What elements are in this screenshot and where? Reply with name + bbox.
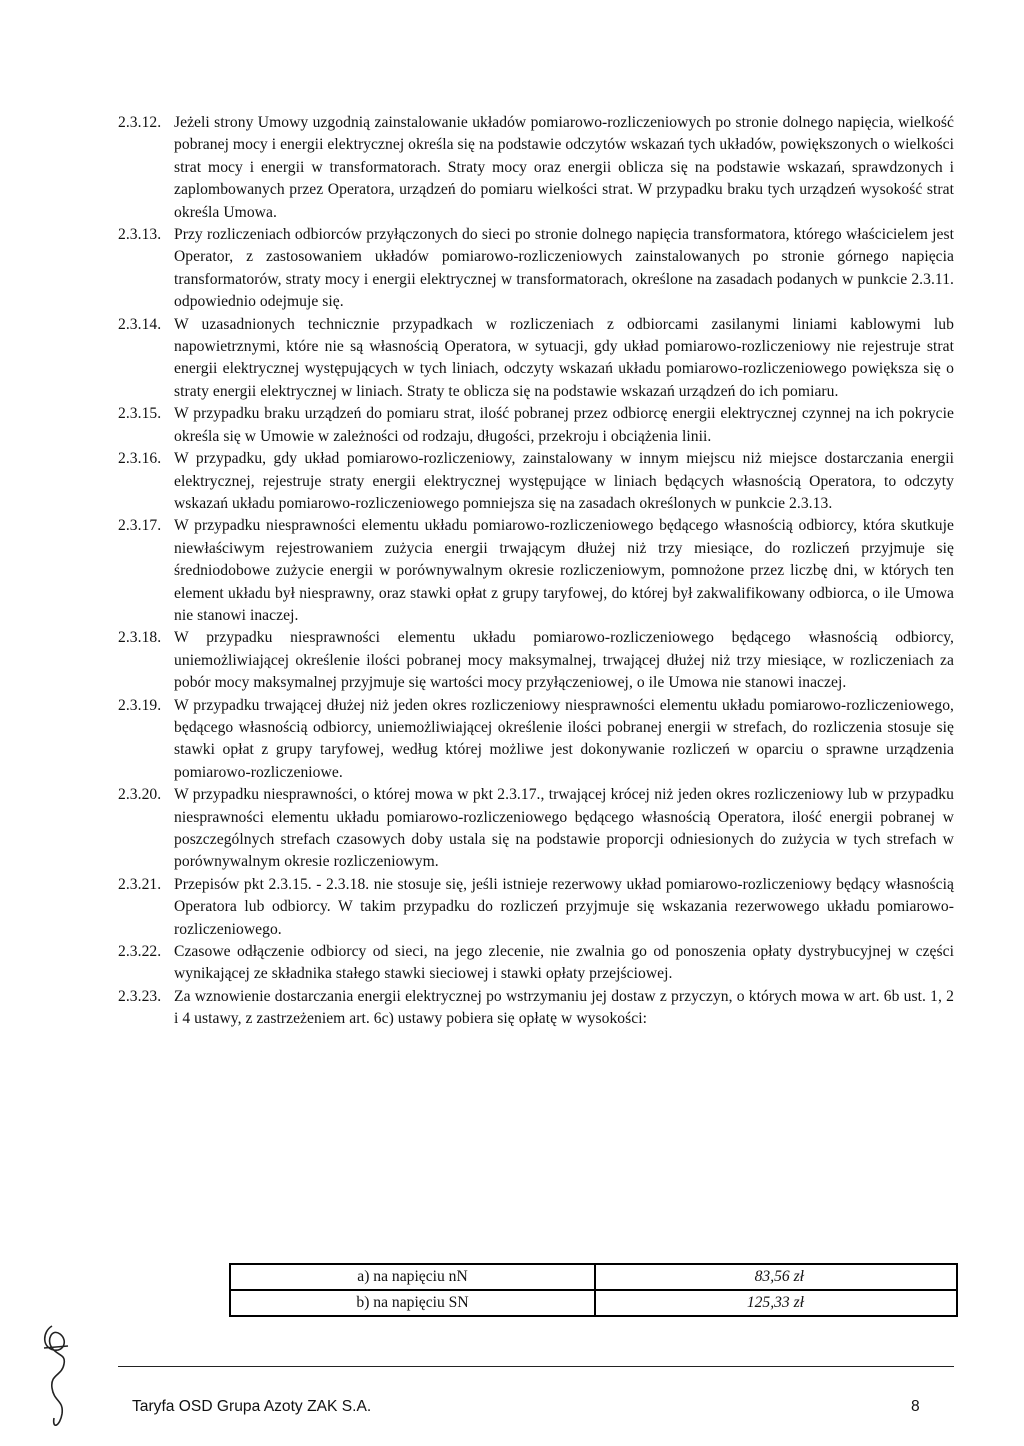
handwritten-initials-signature	[38, 1318, 78, 1438]
paragraph-2-3-19	[118, 695, 954, 785]
paragraph-number: 2.3.19.	[118, 696, 162, 714]
paragraph-2-3-12	[118, 112, 954, 224]
page-number: 8	[911, 1398, 920, 1415]
fee-value: 83,56 zł	[595, 1264, 957, 1290]
paragraph-text: Przy rozliczeniach odbiorców przyłączonych do sieci po stronie dolnego napięcia transformatora, którego właścicielem jest Operator, z zastosowaniem układów pomiarowo-rozliczeniowych zainstalowanych po stronie górnego napięcia transformatorów, straty mocy i energii elektrycznej w transformatorach, określone na zasadach podanych w punkcie 2.3.11. odpowiednio odejmuje się.	[174, 226, 954, 311]
paragraph-text: W przypadku trwającej dłużej niż jeden okres rozliczeniowy niesprawności elementu układu pomiarowo-rozliczeniowego, będącego własnością odbiorcy, uniemożliwiającej określenie ilości pobranej energii w strefach, do rozliczenia stosuje się stawki opłat z grupy taryfowej, według której możliwe jest dokonywanie rozliczeń w oparciu o sprawne urządzenia pomiarowo-rozliczeniowe.	[174, 696, 954, 781]
document-body	[118, 112, 954, 1031]
paragraph-text: W uzasadnionych technicznie przypadkach w rozliczeniach z odbiorcami zasilanymi liniami kablowymi lub napowietrznymi, które nie są własnością Operatora, w sytuacji, gdy układ pomiarowo-rozliczeniowy nie rejestruje strat energii elektrycznej występujących w tych liniach, odczyty wskazań układu pomiarowo-rozliczeniowego powiększa się o straty energii elektrycznej w liniach. Straty te oblicza się na podstawie wskazań urządzeń do ich pomiaru.	[174, 315, 954, 400]
paragraph-2-3-17	[118, 515, 954, 627]
paragraph-2-3-21	[118, 874, 954, 941]
table-row	[230, 1264, 957, 1290]
paragraph-text: W przypadku braku urządzeń do pomiaru strat, ilość pobranej przez odbiorcę energii elektrycznej czynnej na ich pokrycie określa się w Umowie w zależności od rodzaju, długości, przekroju i obciążenia linii.	[174, 405, 954, 445]
fee-label: a) na napięciu nN	[230, 1264, 595, 1290]
paragraph-text: Za wznowienie dostarczania energii elektrycznej po wstrzymaniu jej dostaw z przyczyn, o których mowa w art. 6b ust. 1, 2 i 4 ustawy, z zastrzeżeniem art. 6c) ustawy pobiera się opłatę w wysokości:	[174, 987, 954, 1028]
footer-divider	[118, 1366, 954, 1367]
paragraph-number: 2.3.18.	[118, 629, 162, 647]
paragraph-2-3-14	[118, 314, 954, 404]
paragraph-number: 2.3.23.	[118, 987, 162, 1005]
table-row	[230, 1290, 957, 1316]
paragraph-2-3-18	[118, 627, 954, 694]
paragraph-text: W przypadku niesprawności, o której mowa w pkt 2.3.17., trwającej krócej niż jeden okres rozliczeniowy lub w przypadku niesprawności elementu układu pomiarowo-rozliczeniowego będącego własnością Operatora, ilość energii pobranej w poszczególnych strefach czasowych doby ustala się na podstawie proporcji odniesionych do zużycia w tych strefach w porównywalnym okresie rozliczeniowym.	[174, 786, 954, 871]
paragraph-number: 2.3.15.	[118, 405, 162, 423]
paragraph-text: W przypadku niesprawności elementu układu pomiarowo-rozliczeniowego będącego własnością odbiorcy, która skutkuje niewłaściwym rejestrowaniem zużycia energii trwającym dłużej niż trzy miesiące, do rozliczeń przyjmuje się średniodobowe zużycie energii w porównywalnym okresie rozliczeniowym, pomnożone przez liczbę dni, w których ten element układu był niesprawny, oraz stawki opłat z grupy taryfowej, do której był zakwalifikowany odbiorca, o ile Umowa nie stanowi inaczej.	[174, 517, 954, 624]
paragraph-number: 2.3.14.	[118, 315, 162, 333]
paragraph-number: 2.3.16.	[118, 450, 162, 468]
paragraph-text: Czasowe odłączenie odbiorcy od sieci, na jego zlecenie, nie zwalnia go od ponoszenia opłaty dystrybucyjnej w części wynikającej ze składnika stałego stawki sieciowej i stawki opłaty przejściowej.	[174, 943, 954, 983]
paragraph-2-3-23	[118, 986, 954, 1031]
paragraph-number: 2.3.22.	[118, 943, 162, 961]
paragraph-number: 2.3.17.	[118, 517, 162, 535]
footer-title: Taryfa OSD Grupa Azoty ZAK S.A.	[132, 1398, 372, 1415]
paragraph-number: 2.3.21.	[118, 875, 162, 893]
paragraph-number: 2.3.13.	[118, 226, 162, 244]
paragraph-2-3-16	[118, 448, 954, 515]
paragraph-number: 2.3.20.	[118, 786, 162, 804]
fee-table	[229, 1263, 958, 1317]
paragraph-text: W przypadku niesprawności elementu układu pomiarowo-rozliczeniowego będącego własnością odbiorcy, uniemożliwiającej określenie ilości pobranej mocy maksymalnej, trwającej dłużej niż trzy miesiące, w rozliczeniach za pobór mocy maksymalnej przyjmuje się wartości mocy przyłączeniowej, o ile Umowa nie stanowi inaczej.	[174, 629, 954, 692]
paragraph-number: 2.3.12.	[118, 114, 162, 131]
paragraph-2-3-15	[118, 403, 954, 448]
paragraph-text: Jeżeli strony Umowy uzgodnią zainstalowanie układów pomiarowo-rozliczeniowych po stronie dolnego napięcia, wielkość pobranej mocy i energii elektrycznej określa się na podstawie odczytów wskazań tych układów, powiększonych o wielkości strat mocy i energii w transformatorach. Straty mocy oraz energii oblicza się na podstawie wskazań, sprawdzonych i zaplombowanych przez Operatora, urządzeń do pomiaru wielkości strat. W przypadku braku tych urządzeń wysokość strat określa Umowa.	[174, 114, 954, 221]
paragraph-text: Przepisów pkt 2.3.15. - 2.3.18. nie stosuje się, jeśli istnieje rezerwowy układ pomiarowo-rozliczeniowy będący własnością Operatora lub odbiorcy. W takim przypadku do rozliczeń przyjmuje się wskazania rezerwowego układu pomiarowo-rozliczeniowego.	[174, 875, 954, 938]
paragraph-2-3-22	[118, 941, 954, 986]
paragraph-2-3-20	[118, 784, 954, 874]
paragraph-2-3-13	[118, 224, 954, 314]
fee-label: b) na napięciu SN	[230, 1290, 595, 1316]
fee-value: 125,33 zł	[595, 1290, 957, 1316]
paragraph-text: W przypadku, gdy układ pomiarowo-rozliczeniowy, zainstalowany w innym miejscu niż miejsce dostarczania energii elektrycznej, rejestruje straty energii elektrycznej występujące w liniach będących własnością Operatora, to odczyty wskazań układu pomiarowo-rozliczeniowego pomniejsza się na zasadach określonych w punkcie 2.3.13.	[174, 450, 954, 512]
